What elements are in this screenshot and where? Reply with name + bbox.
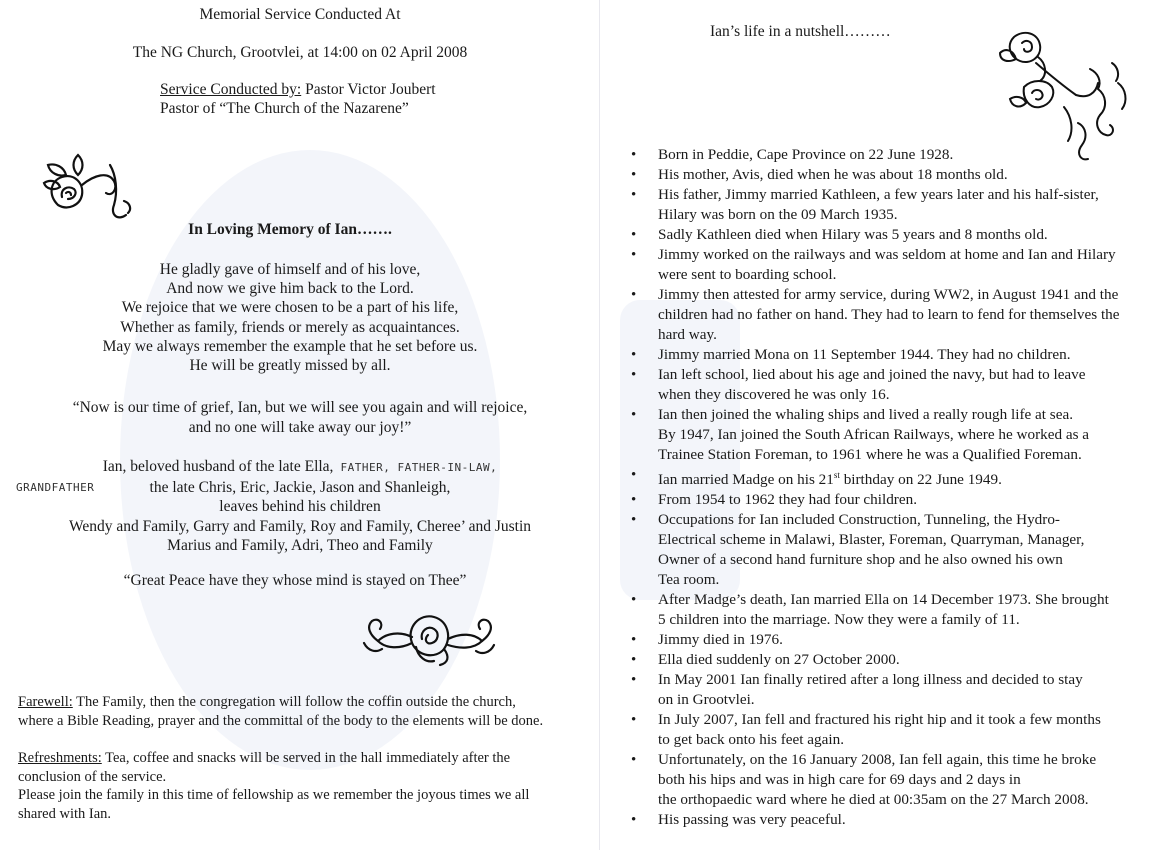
right-page xyxy=(600,0,1169,850)
memory-title: In Loving Memory of Ian……. xyxy=(188,221,392,238)
list-item xyxy=(628,465,1169,490)
list-item xyxy=(628,490,1169,510)
farewell-label: Farewell: xyxy=(18,694,73,710)
poem-line: We rejoice that we were chosen to be a part of his life, xyxy=(121,299,459,317)
farewell-line-2: where a Bible Reading, prayer and the committal of the body to the elements will be done. xyxy=(18,712,544,729)
list-item-text: By 1947, Ian joined the South African Railways, where he worked as a xyxy=(658,426,1090,443)
list-item xyxy=(628,710,1169,750)
list-item-text: the orthopaedic ward where he died at 00:35am on the 27 March 2008. xyxy=(658,791,1089,809)
service-conductor-block xyxy=(160,80,436,118)
refreshments-line-4: shared with Ian. xyxy=(18,805,112,822)
list-item-text: • His mother, Avis, died when he was about 18 months old. xyxy=(658,166,1008,183)
handwritten-annotation: FATHER, FATHER-IN-LAW, xyxy=(333,461,498,474)
family-line-4: Wendy and Family, Garry and Family, Roy and Family, Cheree’ and Justin xyxy=(68,517,532,535)
rose-ornament-icon xyxy=(360,603,500,669)
list-item-text: hard way. xyxy=(658,326,717,343)
list-item xyxy=(628,750,1169,810)
list-item xyxy=(628,810,1169,830)
list-item-text: Electrical scheme in Malawi, Blaster, Foreman, Quarryman, Manager, xyxy=(658,531,1085,549)
poem-line: And now we give him back to the Lord. xyxy=(166,280,414,298)
list-item xyxy=(628,165,1169,185)
list-item-text: • His passing was very peaceful. xyxy=(658,811,846,829)
list-item-text: • Ella died suddenly on 27 October 2000. xyxy=(658,651,900,669)
list-item-text: on in Grootvlei. xyxy=(658,691,755,709)
rose-ornament-icon xyxy=(38,145,138,225)
conducted-value: Pastor Victor Joubert xyxy=(301,81,436,98)
list-item xyxy=(628,670,1169,710)
refreshments-text: Tea, coffee and snacks will be served in the hall immediately after the xyxy=(101,750,511,766)
refreshments-line-2: conclusion of the service. xyxy=(18,768,167,785)
conducted-label: Service Conducted by: xyxy=(160,81,302,98)
refreshments-section xyxy=(18,749,600,823)
list-item-text: • Ian then joined the whaling ships and lived a really rough life at sea. xyxy=(658,406,1074,423)
list-item-text: • After Madge’s death, Ian married Ella on 14 December 1973. She brought xyxy=(658,591,1109,609)
list-item-text: • Unfortunately, on the 16 January 2008, Ian fell again, this time he broke xyxy=(658,751,1097,769)
life-events-list xyxy=(628,145,1169,830)
list-item xyxy=(628,245,1169,285)
list-item-text: • In May 2001 Ian finally retired after a long illness and decided to stay xyxy=(658,671,1083,689)
list-item-text: • Occupations for Ian included Construction, Tunneling, the Hydro- xyxy=(658,511,1060,529)
list-item-text: • Born in Peddie, Cape Province on 22 June 1928. xyxy=(658,146,954,163)
list-item-text: when they discovered he was only 16. xyxy=(658,386,890,403)
service-heading: Memorial Service Conducted At xyxy=(199,6,401,23)
list-item-text: • Ian married Madge on his 21st birthday on 22 June 1949. xyxy=(658,470,1002,489)
list-item xyxy=(628,405,1169,465)
list-item xyxy=(628,185,1169,225)
life-summary-title: Ian’s life in a nutshell……… xyxy=(710,23,891,40)
list-item xyxy=(628,365,1169,405)
list-item-text: • Sadly Kathleen died when Hilary was 5 years and 8 months old. xyxy=(658,226,1048,243)
list-item-text: were sent to boarding school. xyxy=(658,266,837,283)
list-item-text: both his hips and was in high care for 69 days and 2 days in xyxy=(658,771,1021,789)
refreshments-line-3: Please join the family in this time of fellowship as we remember the joyous times we all xyxy=(18,787,530,803)
poem-line: May we always remember the example that he set before us. xyxy=(102,337,478,355)
farewell-text: The Family, then the congregation will follow the coffin outside the church, xyxy=(72,694,516,710)
poem-line: Whether as family, friends or merely as acquaintances. xyxy=(120,318,460,336)
list-item xyxy=(628,225,1169,245)
list-item-text: Trainee Station Foreman, to 1961 where he was a Qualified Foreman. xyxy=(658,446,1082,463)
farewell-section xyxy=(18,693,600,730)
farewell-line-1 xyxy=(18,693,600,712)
memorial-poem xyxy=(0,260,580,375)
list-item-text: Owner of a second hand furniture shop and he also owned his own xyxy=(658,551,1063,569)
grief-quote xyxy=(0,398,600,437)
refreshments-label: Refreshments: xyxy=(18,750,102,766)
list-item-text: • Jimmy married Mona on 11 September 1944. They had no children. xyxy=(658,346,1071,363)
list-item-text: • His father, Jimmy married Kathleen, a few years later and his half-sister, xyxy=(658,186,1099,203)
list-item xyxy=(628,285,1169,345)
list-item xyxy=(628,590,1169,630)
family-line-5: Marius and Family, Adri, Theo and Family xyxy=(167,537,433,555)
family-line-1 xyxy=(0,457,600,478)
list-item xyxy=(628,630,1169,650)
family-text: Ian, beloved husband of the late Ella, xyxy=(102,458,334,475)
list-item-text: • In July 2007, Ian fell and fractured his right hip and it took a few months xyxy=(658,711,1101,729)
quote-line: “Now is our time of grief, Ian, but we will see you again and will rejoice, xyxy=(72,399,528,416)
list-item xyxy=(628,345,1169,365)
list-item-text: • Jimmy then attested for army service, during WW2, in August 1941 and the xyxy=(658,286,1119,303)
list-item-text: • Jimmy died in 1976. xyxy=(658,631,783,649)
handwritten-grandfather: GRANDFATHER xyxy=(16,481,95,494)
list-item-text: 5 children into the marriage. Now they were a family of 11. xyxy=(658,611,1020,629)
family-notice xyxy=(0,457,600,556)
list-item-text: Tea room. xyxy=(658,571,720,589)
refreshments-line-1 xyxy=(18,749,600,768)
poem-line: He gladly gave of himself and of his love, xyxy=(159,261,421,278)
list-item xyxy=(628,145,1169,165)
service-venue: The NG Church, Grootvlei, at 14:00 on 02 April 2008 xyxy=(132,44,468,61)
list-item-text: Hilary was born on the 09 March 1935. xyxy=(658,206,898,223)
list-item xyxy=(628,650,1169,670)
peace-quote: “Great Peace have they whose mind is stayed on Thee” xyxy=(123,572,467,589)
pastor-church: Pastor of “The Church of the Nazarene” xyxy=(160,100,409,117)
list-item-text: • Jimmy worked on the railways and was seldom at home and Ian and Hilary xyxy=(658,246,1116,263)
list-item-text: • From 1954 to 1962 they had four children. xyxy=(658,491,917,509)
list-item-text: • Ian left school, lied about his age and joined the navy, but had to leave xyxy=(658,366,1086,383)
family-line-3: leaves behind his children xyxy=(219,498,381,516)
list-item-text: children had no father on hand. They had to learn to fend for themselves the xyxy=(658,306,1120,323)
poem-line: He will be greatly missed by all. xyxy=(189,357,391,375)
list-item-text: to get back onto his feet again. xyxy=(658,731,844,749)
list-item xyxy=(628,510,1169,590)
family-line-2: the late Chris, Eric, Jackie, Jason and Shanleigh, xyxy=(149,478,451,496)
quote-line: and no one will take away our joy!” xyxy=(188,418,412,436)
